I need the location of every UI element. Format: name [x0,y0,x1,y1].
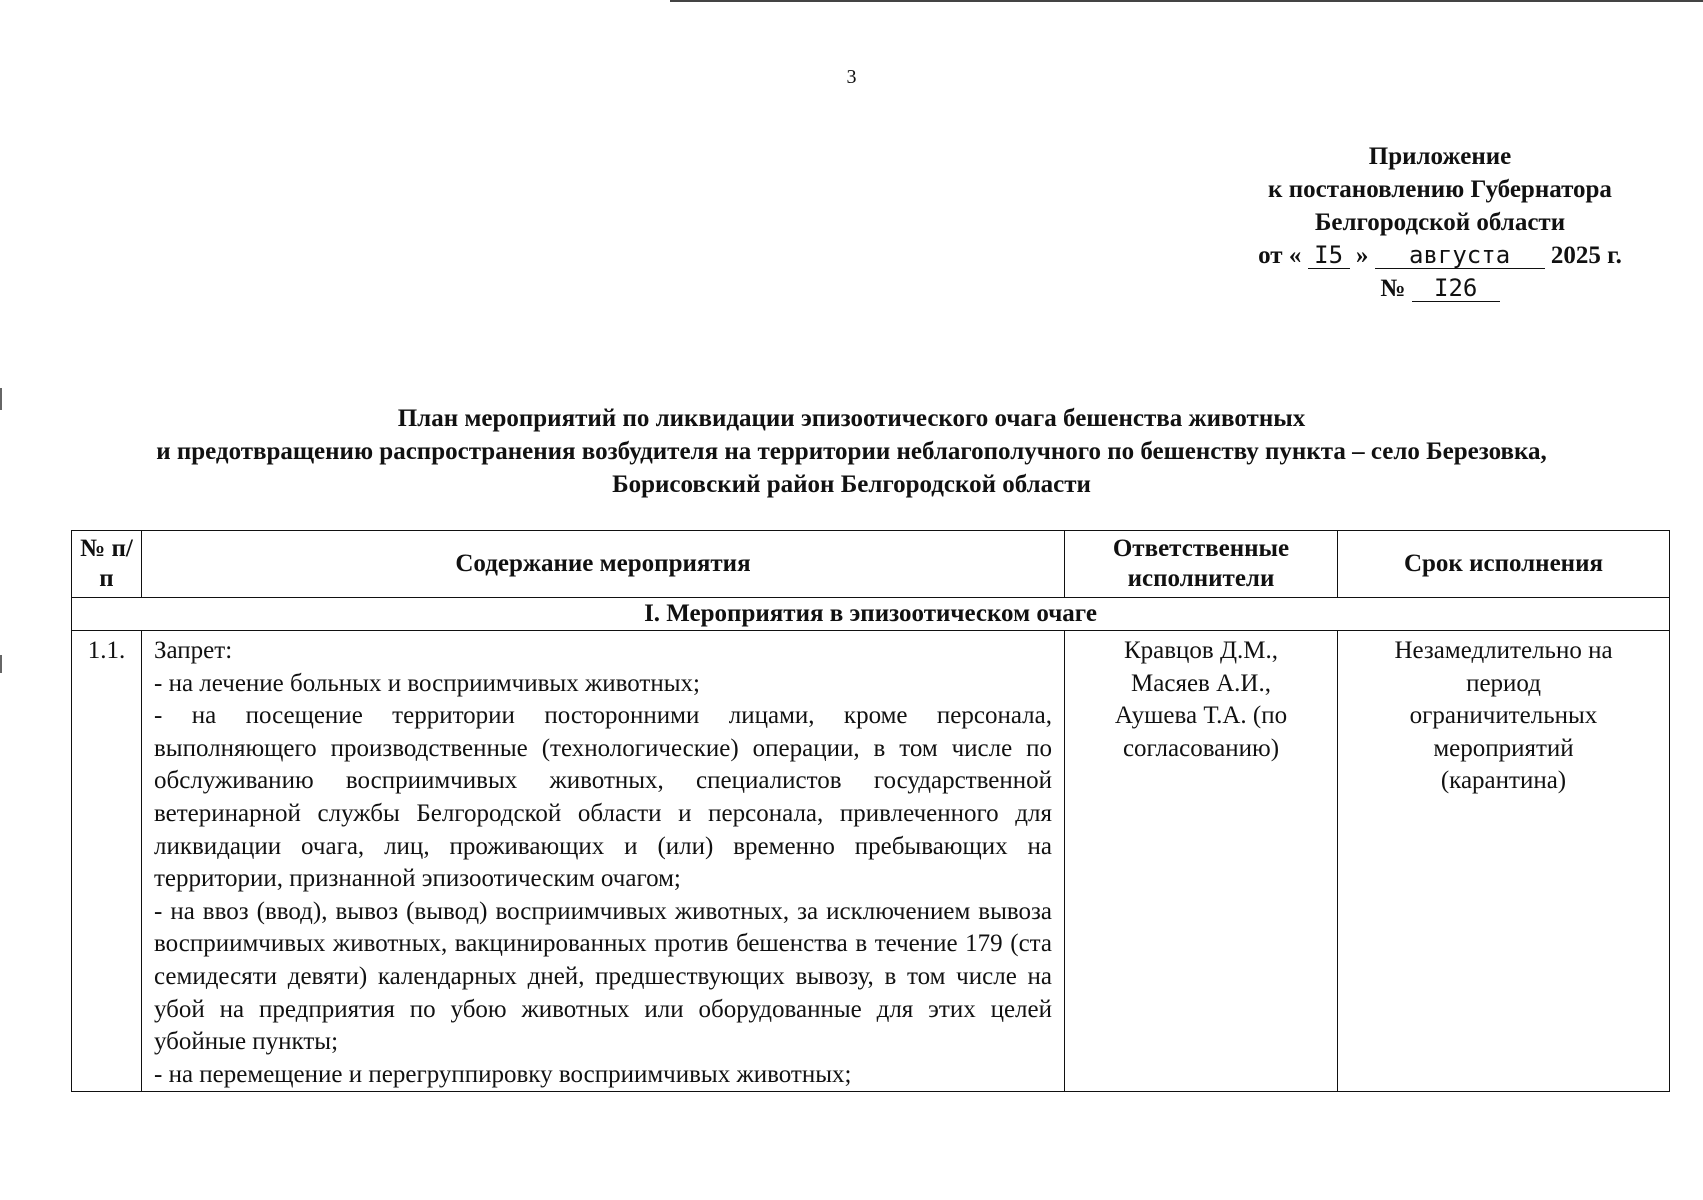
appendix-number-line [1230,272,1650,305]
page-number: 3 [846,66,857,88]
row-content [142,631,1065,1092]
row-deadline: Незамедлительно на период ограничительных мероприятий (карантина) [1338,631,1670,1092]
title-line-1: План мероприятий по ликвидации эпизоотического очага бешенства животных [397,405,1306,432]
title-line-3: Борисовский район Белгородской области [612,471,1091,498]
date-day: I5 [1308,242,1350,269]
section-title: I. Мероприятия в эпизоотическом очаге [72,598,1670,631]
decree-number: I26 [1412,275,1500,302]
content-item: - на перемещение и перегруппировку восприимчивых животных; [154,1060,852,1088]
number-prefix: № [1380,275,1406,302]
appendix-block [1230,140,1650,305]
appendix-label: Приложение [1368,143,1512,170]
plan-table [71,530,1670,1092]
content-item: - на посещение территории посторонними лицами, кроме персонала, выполняющего производственные (технологические) операции, в том числе по обслуживанию восприимчивых животных, специалистов государственной ветеринарной службы Белгородской области и персонала, привлеченного для ликвидации очага, лиц, проживающих и (или) временно пребывающих на территории, признанной эпизоотическим очагом; [154,702,1052,893]
scan-edge-mark [0,655,2,673]
table-header-row [72,531,1670,598]
header-responsible: Ответственные исполнители [1065,531,1338,598]
header-content: Содержание мероприятия [142,531,1065,598]
appendix-region-line: Белгородской области [1314,209,1566,236]
row-responsible: Кравцов Д.М., Масяев А.И., Аушева Т.А. (по согласованию) [1065,631,1338,1092]
appendix-date-line [1230,239,1650,272]
content-item: - на лечение больных и восприимчивых животных; [154,669,700,697]
document-title [30,402,1673,501]
top-edge-rule [670,0,1703,2]
table-row [72,631,1670,1092]
date-mid: » [1355,242,1369,269]
title-line-2: и предотвращению распространения возбудителя на территории неблагополучного по бешенству пункта – село Березовка, [156,438,1547,465]
header-num: № п/п [72,531,142,598]
content-item: Запрет: [154,637,233,664]
section-row [72,598,1670,631]
date-month: августа [1375,242,1545,269]
content-item: - на ввоз (ввод), вывоз (вывод) восприимчивых животных, за исключением вывоза восприимчивых животных, вакцинированных против бешенства в течение 179 (ста семидесяти девяти) календарных дней, предшествующих вывозу, в том числе на убой на предприятия по убою животных или оборудованные для этих целей убойные пункты; [154,897,1052,1056]
scan-edge-mark [0,388,2,410]
date-prefix: от « [1258,242,1302,269]
appendix-decree-line: к постановлению Губернатора [1268,176,1612,203]
header-deadline: Срок исполнения [1338,531,1670,598]
date-year: 2025 г. [1550,242,1622,269]
row-number: 1.1. [72,631,142,1092]
